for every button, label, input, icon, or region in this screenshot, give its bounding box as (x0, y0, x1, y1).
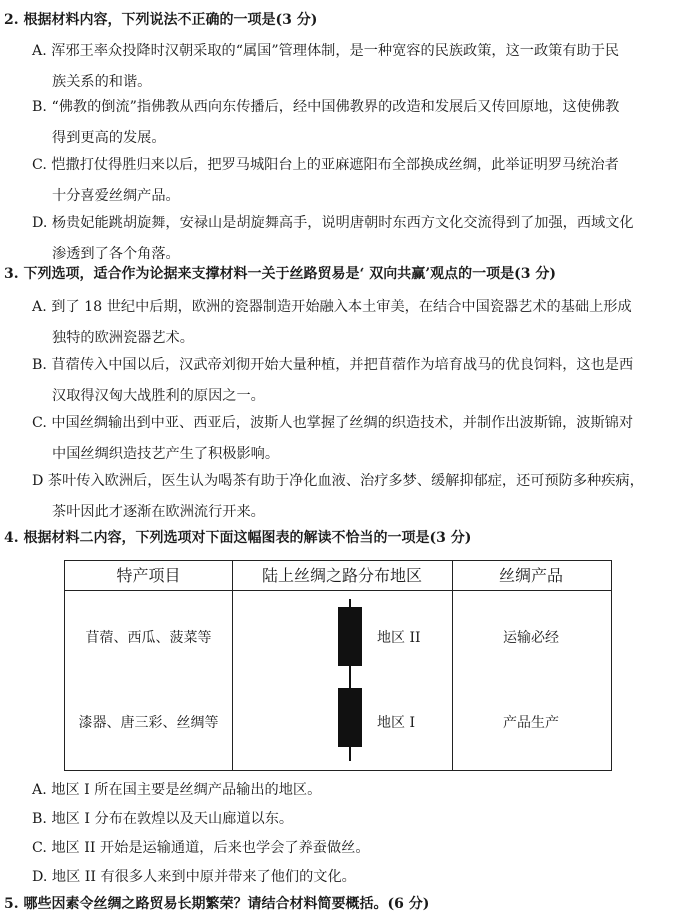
table-cell-region-row2: 地区 I (377, 715, 415, 731)
q2-option-d-line2: 渗透到了各个角落。 (52, 246, 180, 262)
q2-option-c-line1: C. 恺撒打仗得胜归来以后，把罗马城阳台上的亚麻遮阳布全部换成丝绸，此举证明罗马统治者 (32, 157, 619, 173)
q3-option-a-line1: A. 到了 18 世纪中后期，欧洲的瓷器制造开始融入本土审美，在结合中国瓷器艺术的基础上形成 (32, 299, 632, 315)
q3-option-c (32, 408, 680, 470)
table-cell-silk-row1: 运输必经 (503, 630, 559, 646)
table-cell-products-row1: 苜蓿、西瓜、菠菜等 (85, 630, 212, 646)
q2-option-c-line2: 十分喜爱丝绸产品。 (52, 188, 180, 204)
q3-option-b-line1: B. 苜蓿传入中国以后，汉武帝刘彻开始大量种植，并把苜蓿作为培育战马的优良饲料，这也是西 (32, 357, 634, 373)
table-cell-region-row1: 地区 II (377, 630, 421, 646)
q2-option-a-line1: A. 浑邪王率众投降时汉朝采取的“属国”管理体制，是一种宽容的民族政策，这一政策有助于民 (32, 43, 620, 59)
q3-option-a-line2: 独特的欧洲瓷器艺术。 (52, 330, 194, 346)
q4-title: 4. 根据材料二内容，下列选项对下面这幅图表的解读不恰当的一项是(3 分) (4, 530, 472, 546)
q4-option-b: B. 地区 I 分布在敦煌以及天山廊道以东。 (32, 811, 294, 827)
q2-option-b-line1: B. “佛教的倒流”指佛教从西向东传播后，经中国佛教界的改造和发展后又传回原地，这使佛教 (32, 99, 620, 115)
q2-option-a-line2: 族关系的和谐。 (52, 74, 152, 90)
table-header-products: 特产项目 (116, 566, 181, 585)
q2-option-c (32, 150, 680, 212)
table-column-divider-2 (452, 561, 453, 770)
q4-option-d: D. 地区 II 有很多人来到中原并带来了他们的文化。 (32, 869, 356, 885)
q3-option-d-line1: D 茶叶传入欧洲后，医生认为喝茶有助于净化血液、治疗多梦、缓解抑郁症，还可预防多种疾病， (32, 473, 644, 489)
q2-option-b-line2: 得到更高的发展。 (52, 130, 166, 146)
table-header-divider (65, 590, 611, 591)
silk-road-table (64, 560, 612, 771)
road-line-middle (349, 666, 351, 688)
q4-option-c: C. 地区 II 开始是运输通道，后来也学会了养蚕做丝。 (32, 840, 370, 856)
q5-title: 5. 哪些因素令丝绸之路贸易长期繁荣？请结合材料简要概括。(6 分) (4, 896, 430, 912)
region-2-bar (338, 607, 362, 666)
q3-option-b (32, 350, 680, 412)
q2-title: 2. 根据材料内容，下列说法不正确的一项是(3 分) (4, 12, 318, 28)
q2-option-d (32, 208, 680, 270)
q2-option-a (32, 36, 680, 98)
table-column-divider-1 (232, 561, 233, 770)
q3-option-c-line1: C. 中国丝绸输出到中亚、西亚后，波斯人也掌握了丝绸的织造技术，并制作出波斯锦，波斯锦对 (32, 415, 634, 431)
q3-option-d-line2: 茶叶因此才逐渐在欧洲流行开来。 (52, 504, 265, 520)
q4-option-a: A. 地区 I 所在国主要是丝绸产品输出的地区。 (32, 782, 322, 798)
table-cell-silk-row2: 产品生产 (503, 715, 559, 731)
q3-title: 3. 下列选项，适合作为论据来支撑材料一关于丝路贸易是‘ 双向共赢’观点的一项是(3 分) (4, 266, 556, 282)
region-1-bar (338, 688, 362, 747)
table-cell-products-row2: 漆器、唐三彩、丝绸等 (78, 715, 219, 731)
table-header-silk: 丝绸产品 (498, 566, 563, 585)
q3-option-a (32, 292, 680, 354)
road-line-bottom (349, 747, 351, 761)
q2-option-b (32, 92, 680, 154)
q3-option-b-line2: 汉取得汉匈大战胜利的原因之一。 (52, 388, 265, 404)
q3-option-c-line2: 中国丝绸织造技艺产生了积极影响。 (52, 446, 280, 462)
table-header-region: 陆上丝绸之路分布地区 (261, 566, 422, 585)
q3-option-d (32, 466, 680, 528)
road-line-top (349, 599, 351, 607)
q2-option-d-line1: D. 杨贵妃能跳胡旋舞，安禄山是胡旋舞高手，说明唐朝时东西方文化交流得到了加强，西域文化 (32, 215, 634, 231)
